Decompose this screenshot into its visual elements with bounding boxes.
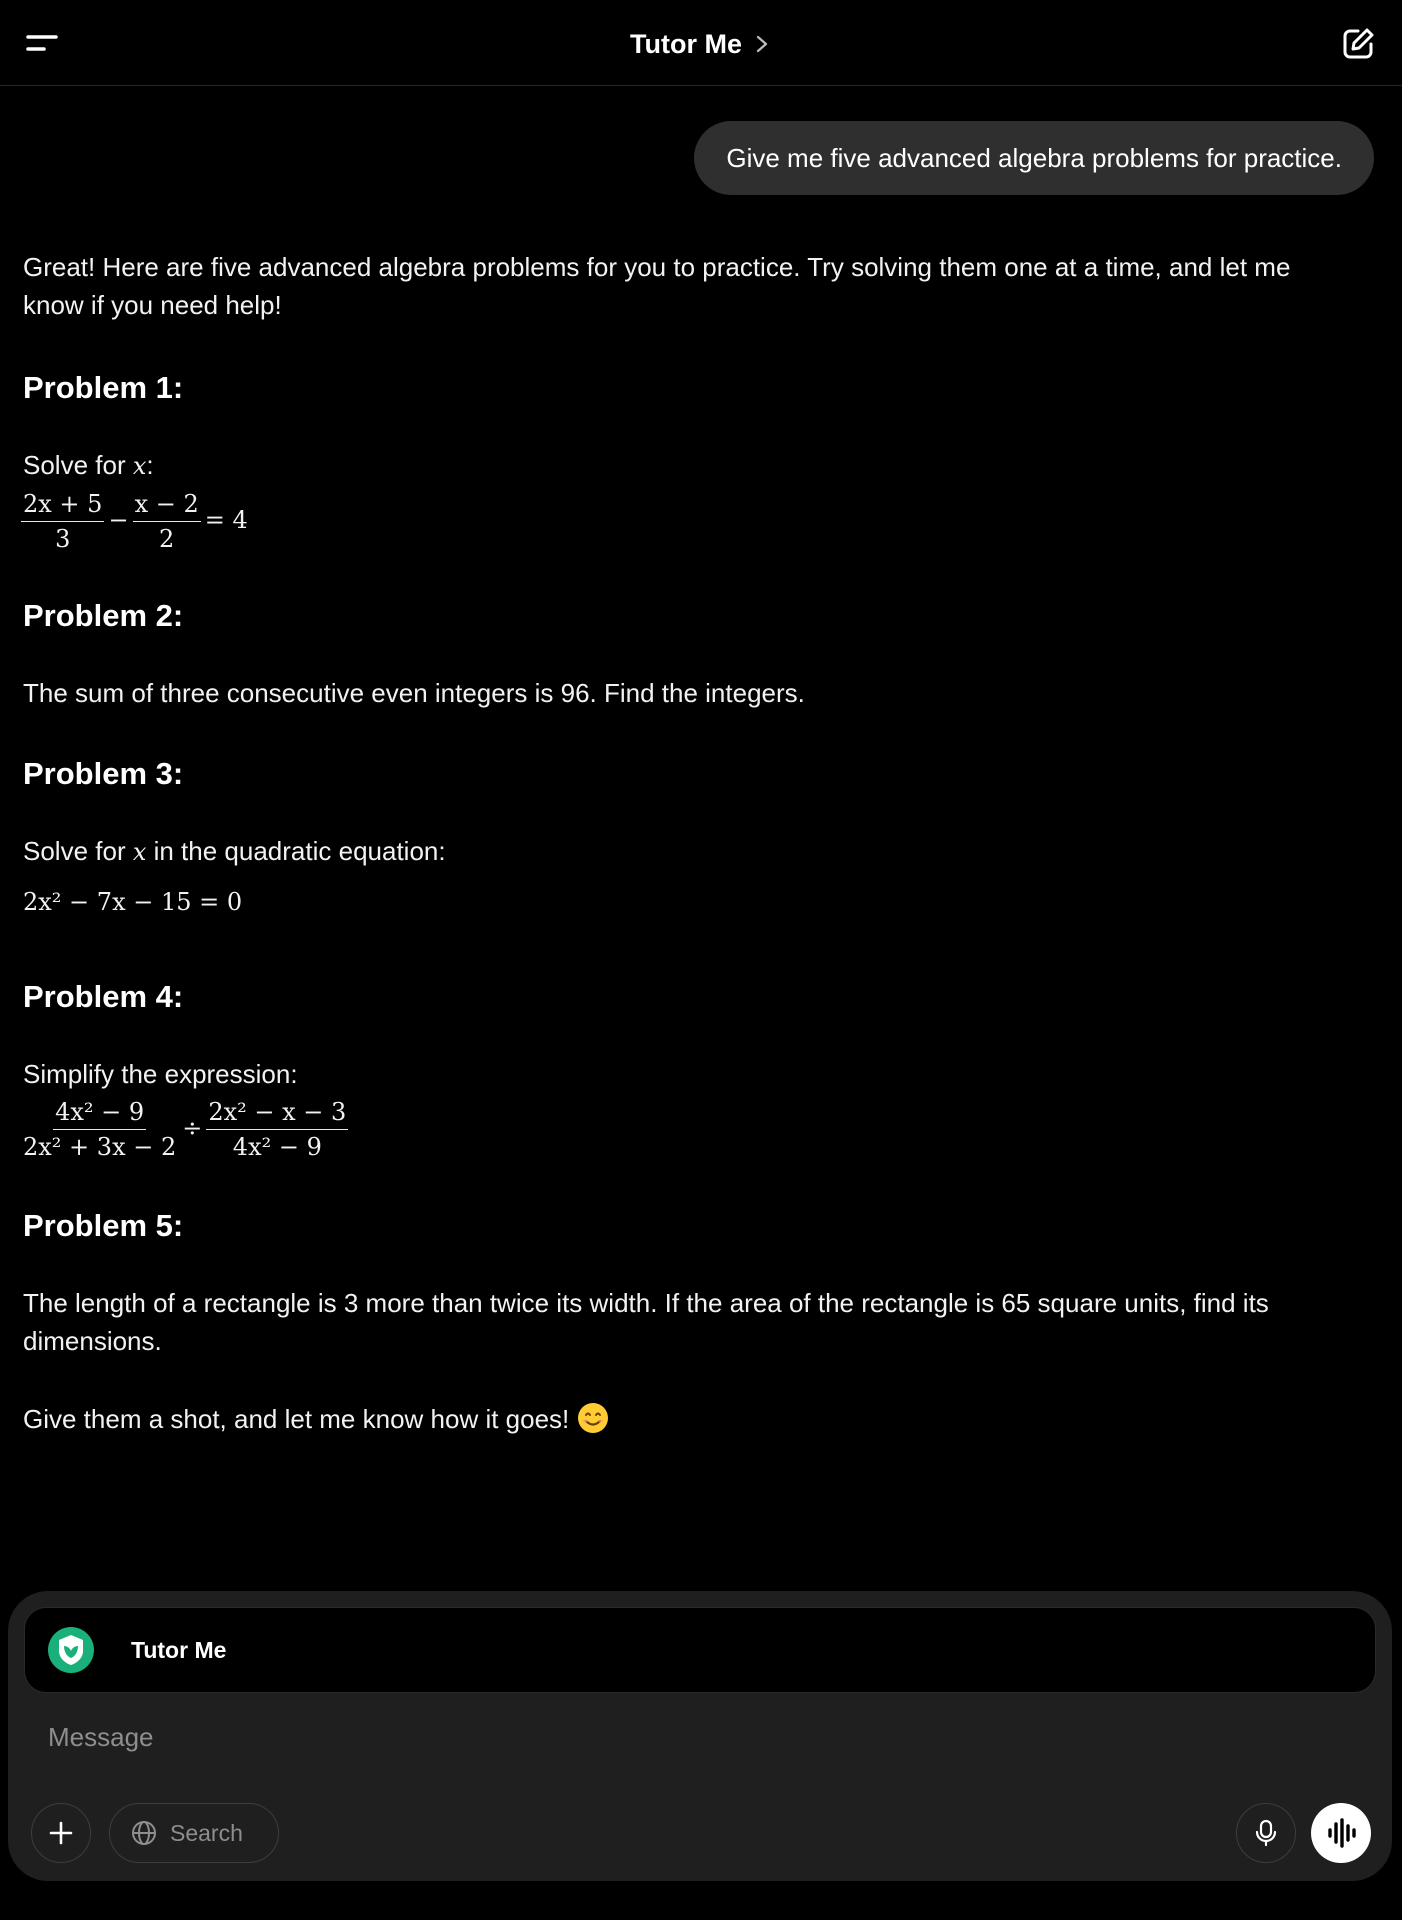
selected-gpt-chip[interactable]: [24, 1607, 1376, 1693]
attach-button[interactable]: [31, 1803, 91, 1863]
search-label: Search: [170, 1819, 243, 1846]
problem-4-expression: $\frac{\text{4x² − 9}}{\text{2x² + 3x − 2}}$ ÷ $\frac{\text{2x² − x − 3}}{\text{4x² − 9}}$: [23, 1098, 347, 1161]
search-button[interactable]: [109, 1803, 279, 1863]
voice-mode-button[interactable]: [1311, 1803, 1371, 1863]
problem-3-heading: Problem 3:: [23, 756, 184, 791]
voice-waveform-icon: [1324, 1816, 1358, 1850]
problem-5-text: The length of a rectangle is 3 more than twice its width. If the area of the rectangle is 65 square units, find its dimensions.: [23, 1288, 1269, 1356]
fraction: $\frac{\text{4x² − 9}}{\text{2x² + 3x − 2}}$: [23, 1098, 177, 1161]
problem-3-equation: 2x² − 7x − 15 = 0: [23, 888, 243, 916]
user-message-bubble: Give me five advanced algebra problems for practice.: [694, 121, 1374, 195]
problem-2-text: The sum of three consecutive even integers is 96. Find the integers.: [23, 678, 805, 708]
problem-2-heading: Problem 2:: [23, 598, 184, 633]
top-bar: [0, 0, 1402, 86]
problem-5-heading: Problem 5:: [23, 1208, 184, 1243]
assistant-intro: Great! Here are five advanced algebra problems for you to practice. Try solving them one at a time, and let me know if you need help!: [23, 252, 1291, 320]
fraction: $\frac{x - 2}{2}$: [134, 490, 199, 553]
message-composer: [8, 1591, 1392, 1881]
problem-1-equation: $\frac{2x + 5}{3}$ − $\frac{x - 2}{2}$ = 4: [23, 490, 248, 553]
smiling-face-emoji-icon: [577, 1402, 609, 1434]
plus-icon: [47, 1819, 75, 1847]
globe-icon: [130, 1819, 158, 1847]
message-input[interactable]: [46, 1711, 1150, 1763]
microphone-icon: [1251, 1818, 1281, 1848]
fraction: $\frac{2x + 5}{3}$: [23, 490, 103, 553]
tutor-me-logo-icon: [47, 1626, 95, 1674]
new-chat-icon[interactable]: [1338, 24, 1378, 64]
gpt-title-button[interactable]: [0, 24, 1402, 64]
chevron-right-icon: [752, 34, 772, 54]
gpt-name-label: Tutor Me: [131, 1637, 227, 1663]
problem-1-text: Solve for x:: [23, 450, 154, 480]
problem-1-heading: Problem 1:: [23, 370, 184, 405]
page-title: Tutor Me: [630, 28, 742, 59]
problem-4-text: Simplify the expression:: [23, 1059, 298, 1089]
fraction: $\frac{\text{2x² − x − 3}}{\text{4x² − 9}}$: [208, 1098, 347, 1161]
problem-3-text: Solve for x in the quadratic equation:: [23, 836, 446, 866]
dictate-button[interactable]: [1236, 1803, 1296, 1863]
problem-4-heading: Problem 4:: [23, 979, 184, 1014]
assistant-outro: Give them a shot, and let me know how it goes!: [23, 1400, 1353, 1438]
assistant-message: [23, 248, 1353, 1438]
